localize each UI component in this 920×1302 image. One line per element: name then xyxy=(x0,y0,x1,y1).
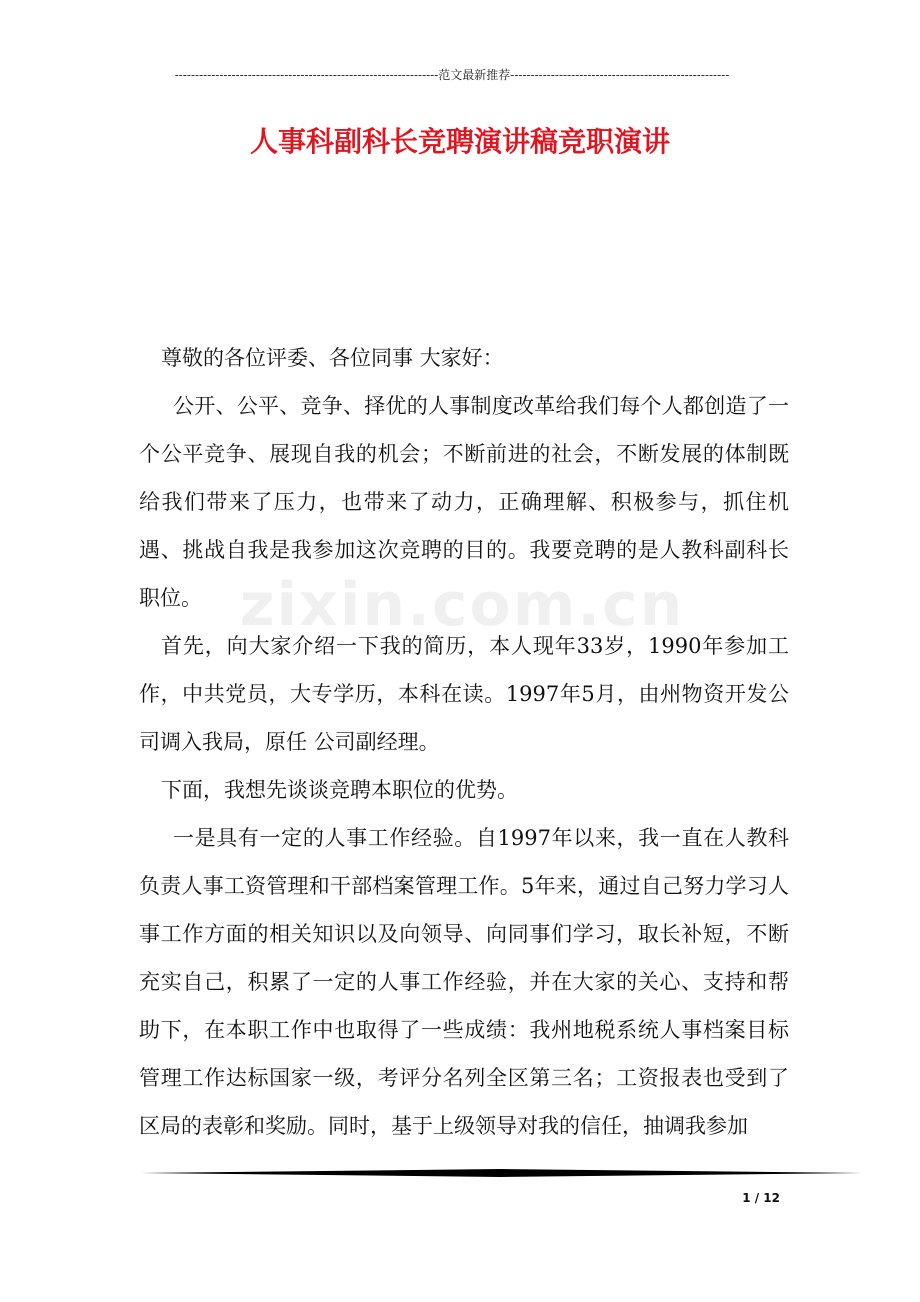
watermark: zixin.com.cn xyxy=(239,570,685,640)
document-body xyxy=(139,334,789,1150)
page-header: -----------------------------------------------------------------范文最新推荐------------------------------------------------------ xyxy=(174,68,730,82)
paragraph: 下面，我想先谈谈竞聘本职位的优势。 xyxy=(161,778,518,802)
page-number: 1 / 12 xyxy=(742,1191,780,1205)
document-title: 人事科副科长竞聘演讲稿竞职演讲 xyxy=(249,125,670,158)
paragraph-greeting: 尊敬的各位评委、各位同事 大家好： xyxy=(161,346,504,370)
paragraph: 一是具有一定的人事工作经验。自1997年以来，我一直在人教科负责人事工资管理和干部档案管理工作。5年来，通过自己努力学习人事工作方面的相关知识以及向领导、向同事们学习，取长补短，不断充实自己，积累了一定的人事工作经验，并在大家的关心、支持和帮助下，在本职工作中也取得了一些成绩：我州地税系统人事档案目标管理工作达标国家一级，考评分名列全区第三名；工资报表也受到了区局的表彰和奖励。同时，基于上级领导对我的信任，抽调我参加 xyxy=(139,826,789,1138)
paragraph: 公开、公平、竞争、择优的人事制度改革给我们每个人都创造了一个公平竞争、展现自我的机会；不断前进的社会，不断发展的体制既给我们带来了压力，也带来了动力，正确理解、积极参与，抓住机遇、挑战自我是我参加这次竞聘的目的。我要竞聘的是人教科副科长职位。 xyxy=(139,394,789,610)
footer-divider xyxy=(141,1164,863,1182)
paragraph: 首先，向大家介绍一下我的简历，本人现年33岁，1990年参加工作，中共党员，大专学历，本科在读。1997年5月，由州物资开发公司调入我局，原任 公司副经理。 xyxy=(139,634,789,754)
